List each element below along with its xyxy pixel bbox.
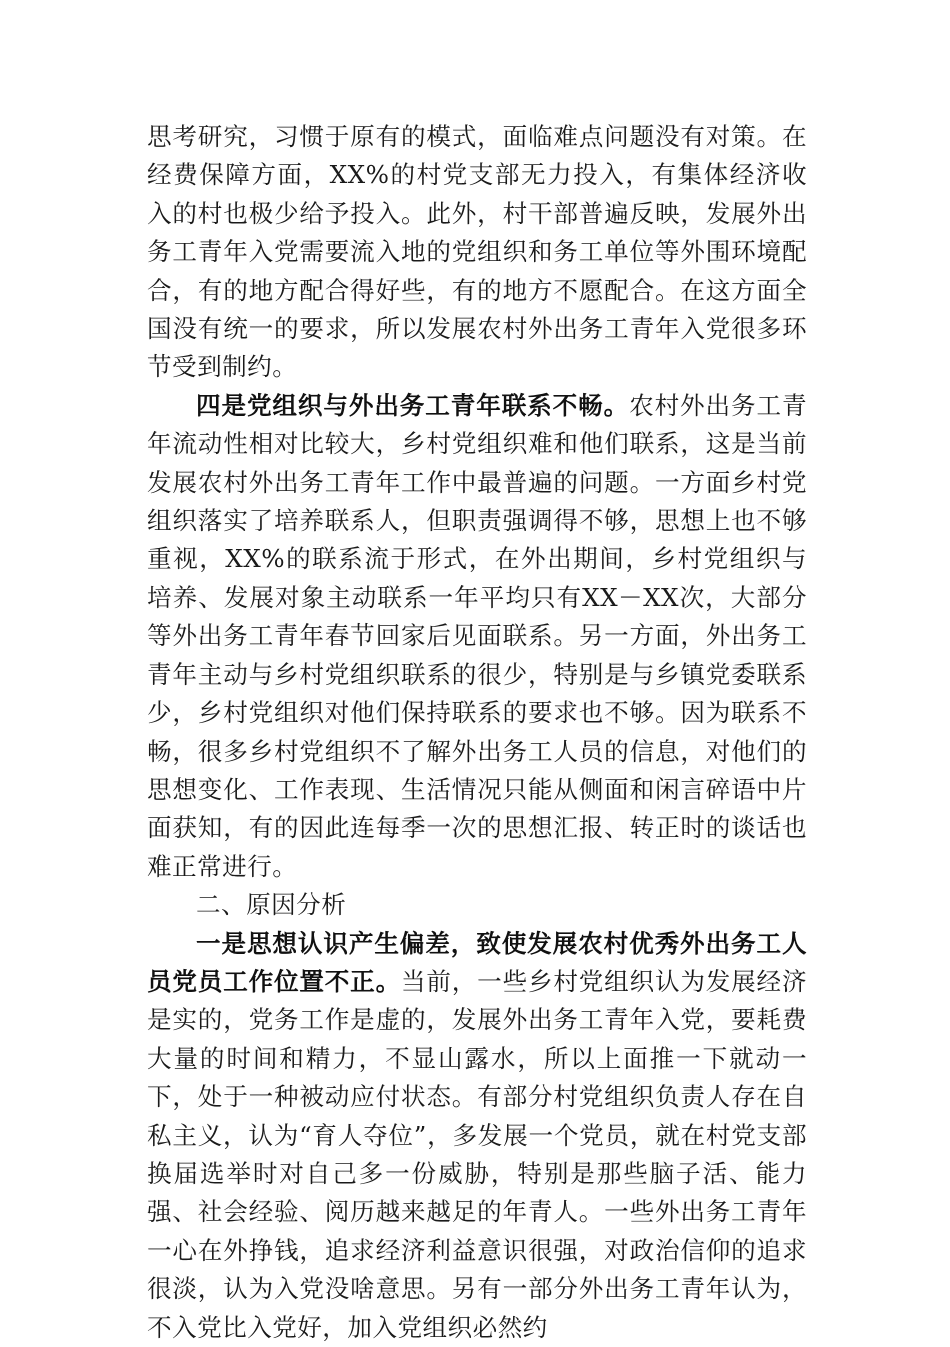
section-heading: 二、原因分析: [196, 890, 347, 920]
paragraph-text: 当前，一些乡村党组织认为发展经济是实的，党务工作是虚的，发展外出务工青年入党，要耗费大量的时间和精力，不显山露水，所以上面推一下就动一下，处于一种被动应付状态。有部分村党组织负责人存在自私主义，认为“育人夺位”，多发展一个党员，就在村党支部换届选举时对自己多一份威胁，特别是那些脑子活、能力强、社会经验、阅历越来越足的年青人。一些外出务工青年一心在外挣钱，追求经济利益意识很强，对政治信仰的追求很淡，认为入党没啥意思。另有一部分外出务工青年认为，不入党比入党好，加入党组织必然约: [147, 966, 807, 1342]
paragraph-text: 农村外出务工青年流动性相对比较大，乡村党组织难和他们联系，这是当前发展农村外出务工青年工作中最普遍的问题。一方面乡村党组织落实了培养联系人，但职责强调得不够，思想上也不够重视，XX%的联系流于形式，在外出期间，乡村党组织与培养、发展对象主动联系一年平均只有XX－XX次，大部分等外出务工青年春节回家后见面联系。另一方面，外出务工青年主动与乡村党组织联系的很少，特别是与乡镇党委联系少，乡村党组织对他们保持联系的要求也不够。因为联系不畅，很多乡村党组织不了解外出务工人员的信息，对他们的思想变化、工作表现、生活情况只能从侧面和闲言碎语中片面获知，有的因此连每季一次的思想汇报、转正时的谈话也难正常进行。: [147, 390, 807, 881]
paragraph-point-one: [147, 925, 807, 1347]
paragraph-point-four: [147, 387, 807, 886]
paragraph-lead-bold: 一是思想认识产生偏差，致使发展农村优秀外出务工人员党员工作位置不正。: [147, 928, 807, 996]
paragraph-text: 思考研究，习惯于原有的模式，面临难点问题没有对策。在经费保障方面，XX%的村党支部无力投入，有集体经济收入的村也极少给予投入。此外，村干部普遍反映，发展外出务工青年入党需要流入地的党组织和务工单位等外围环境配合，有的地方配合得好些，有的地方不愿配合。在这方面全国没有统一的要求，所以发展农村外出务工青年入党很多环节受到制约。: [147, 122, 807, 382]
paragraph-continuation: [147, 118, 807, 387]
document-page: [147, 118, 807, 1347]
paragraph-lead-bold: 四是党组织与外出务工青年联系不畅。: [196, 390, 630, 420]
